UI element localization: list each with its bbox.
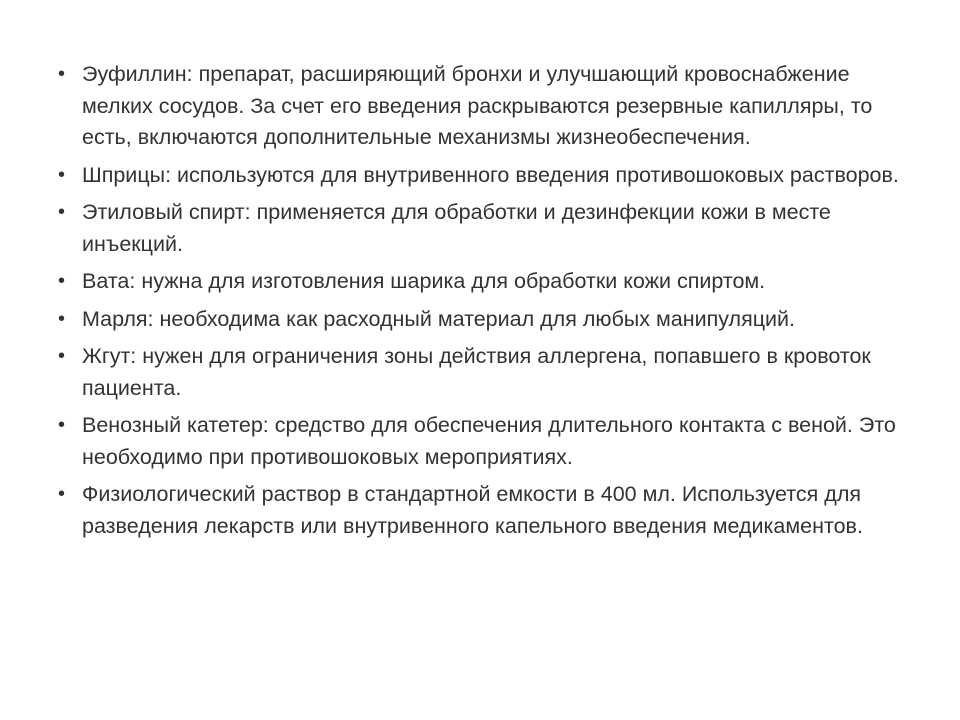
bullet-item-ethyl-alcohol: • Этиловый спирт: применяется для обработки и дезинфекции кожи в месте инъекций.	[58, 197, 918, 260]
bullet-item-gauze: • Марля: необходима как расходный материал для любых манипуляций.	[58, 304, 918, 336]
bullet-item-syringes: • Шприцы: используются для внутривенного введения противошоковых растворов.	[58, 160, 918, 192]
bullet-item-saline-solution: • Физиологический раствор в стандартной емкости в 400 мл. Используется для разведения лекарств или внутривенного капельного введения медикаментов.	[58, 479, 918, 542]
bullet-item-eufillin: • Эуфиллин: препарат, расширяющий бронхи и улучшающий кровоснабжение мелких сосудов. За счет его введения раскрываются резервные капилляры, то есть, включаются дополнительные механизмы жизнеобеспечения.	[58, 59, 918, 154]
bullet-item-venous-catheter: • Венозный катетер: средство для обеспечения длительного контакта с веной. Это необходимо при противошоковых мероприятиях.	[58, 410, 918, 473]
bullet-item-cotton: • Вата: нужна для изготовления шарика для обработки кожи спиртом.	[58, 266, 918, 298]
bullet-item-tourniquet: • Жгут: нужен для ограничения зоны действия аллергена, попавшего в кровоток пациента.	[58, 341, 918, 404]
bullet-list	[58, 59, 918, 548]
